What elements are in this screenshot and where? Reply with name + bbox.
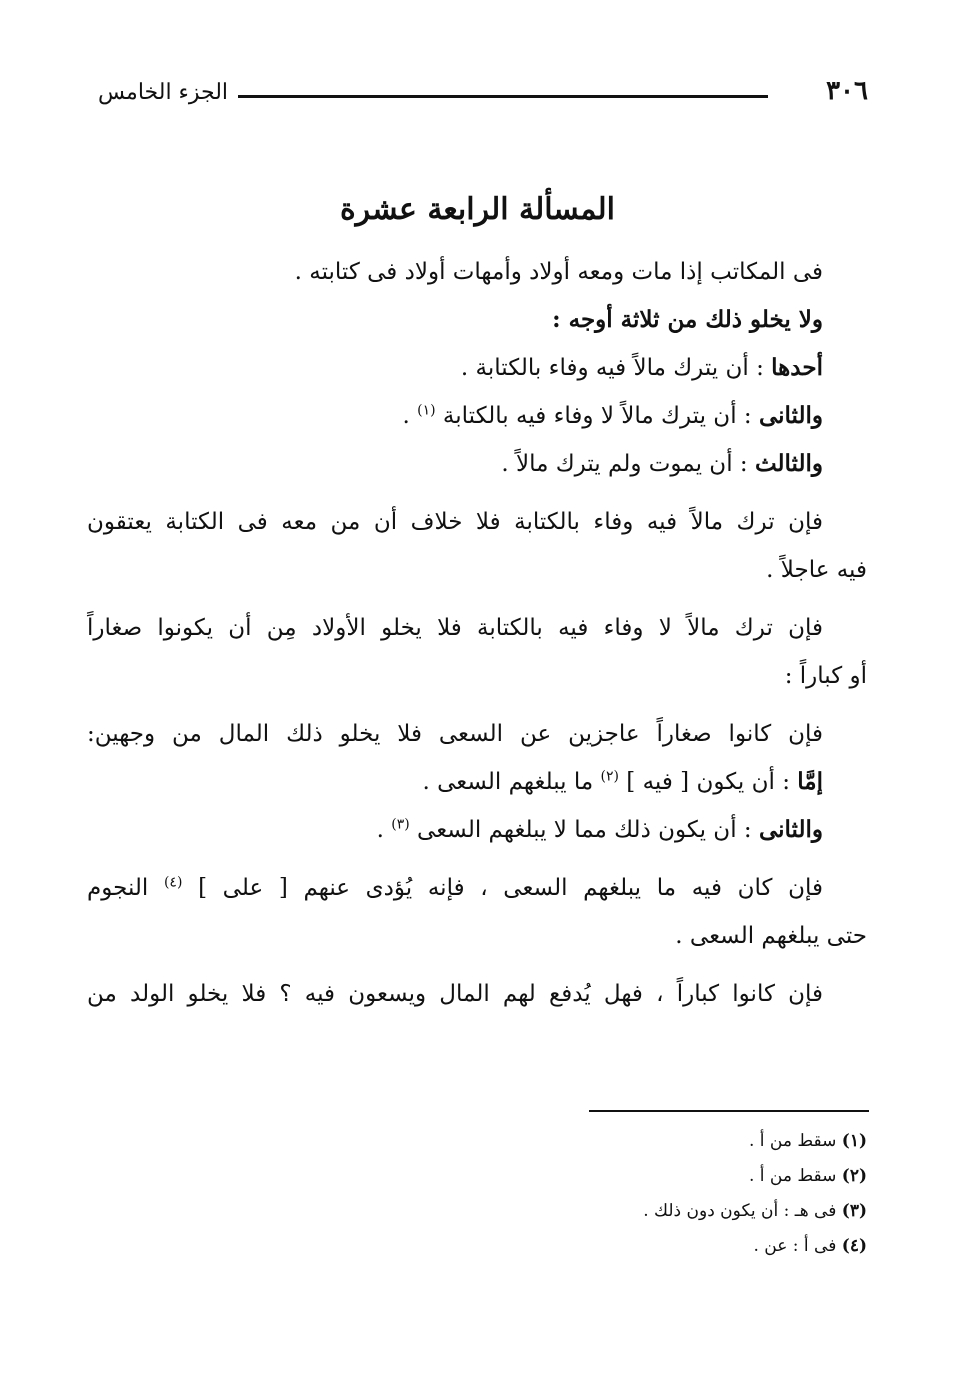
footnote — [367, 1124, 867, 1159]
footnote-ref: (٢) — [600, 768, 619, 785]
footnote-text: سقط من أ . — [748, 1166, 842, 1186]
paragraph-line — [87, 864, 867, 912]
footnote-number: (١) — [841, 1131, 867, 1151]
footnote-ref: (٤) — [163, 874, 183, 891]
item-text: . — [376, 817, 392, 843]
item-label: أحدها — [771, 354, 823, 381]
footnote-ref: (٣) — [391, 816, 410, 833]
item-label: إمَّا — [797, 768, 823, 795]
footnote — [367, 1194, 867, 1229]
paragraph-line: فإن كانوا صغاراً عاجزين عن السعى فلا يخلو ذلك المال من وجهين: — [87, 721, 823, 747]
footnote-ref: (١) — [417, 402, 436, 419]
paragraph-line: حتى يبلغهم السعى . — [675, 923, 867, 949]
item-text: النجوم — [87, 875, 164, 901]
paragraph-line: فإن كانوا كباراً ، فهل يُدفع لهم المال ويسعون فيه ؟ فلا يخلو الولد من — [87, 981, 823, 1007]
item-text: ما يبلغهم السعى . — [422, 769, 601, 795]
footnote-separator — [589, 1110, 869, 1112]
body-text — [87, 248, 867, 1018]
paragraph-line: فإن ترك مالاً فيه وفاء بالكتابة فلا خلاف أن من معه فى الكتابة يعتقون — [87, 509, 823, 535]
paragraph-line — [87, 758, 867, 806]
page-number: ٣٠٦ — [826, 76, 868, 106]
item-text: : أن يترك مالاً لا وفاء فيه بالكتابة — [435, 403, 759, 429]
paragraph-line: أو كباراً : — [784, 663, 867, 689]
footnotes — [367, 1124, 867, 1264]
section-title: المسألة الرابعة عشرة — [339, 192, 616, 227]
item-text: : أن يكون [ فيه ] — [618, 769, 798, 795]
footnote-text: سقط من أ . — [748, 1131, 842, 1151]
paragraph-line — [87, 344, 867, 392]
page-header — [98, 78, 868, 118]
paragraph-line: ولا يخلو ذلك من ثلاثة أوجه : — [552, 306, 823, 333]
paragraph-line: فى المكاتب إذا مات ومعه أولاد وأمهات أولاد فى كتابته . — [294, 259, 823, 285]
paragraph-line — [87, 806, 867, 854]
item-text: : أن يكون ذلك مما لا يبلغهم السعى — [409, 817, 759, 843]
item-label: والثانى — [758, 402, 823, 429]
footnote-text: فى هـ : أن يكون دون ذلك . — [643, 1201, 842, 1221]
footnote — [367, 1159, 867, 1194]
footnote-text: فى أ : عن . — [753, 1236, 842, 1256]
header-rule — [238, 95, 768, 98]
item-text: : أن يموت ولم يترك مالاً . — [501, 451, 755, 477]
paragraph-line — [87, 440, 867, 488]
footnote-number: (٢) — [841, 1166, 867, 1186]
running-title: الجزء الخامس — [98, 80, 229, 105]
item-text: : أن يترك مالاً فيه وفاء بالكتابة . — [460, 355, 772, 381]
footnote-number: (٣) — [841, 1201, 867, 1221]
item-text: فإن كان فيه ما يبلغهم السعى ، فإنه يُؤدى عنهم [ على ] — [182, 875, 823, 901]
paragraph-line: فإن ترك مالاً لا وفاء فيه بالكتابة فلا يخلو الأولاد مِن أن يكونوا صغاراً — [87, 615, 823, 641]
item-label: والثانى — [758, 816, 823, 843]
item-label: والثالث — [754, 450, 823, 477]
item-text: . — [402, 403, 418, 429]
footnote — [367, 1229, 867, 1264]
footnote-number: (٤) — [841, 1236, 867, 1256]
paragraph-line: فيه عاجلاً . — [766, 557, 867, 583]
paragraph-line — [87, 392, 867, 440]
